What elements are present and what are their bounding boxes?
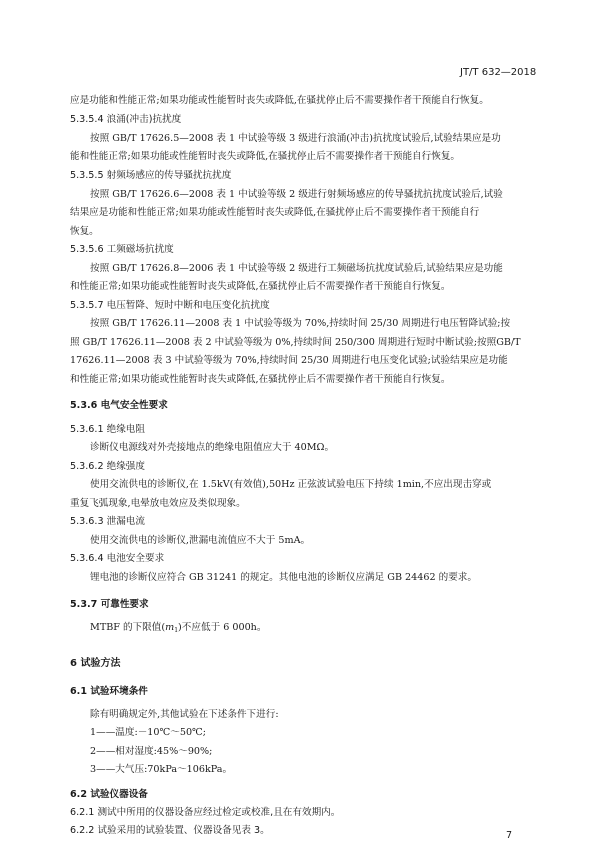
chapter-heading-6: 6 试验方法: [70, 658, 121, 669]
clause-heading-5-3-5-7: 5.3.5.7 电压暂降、短时中断和电压变化抗扰度: [70, 300, 270, 311]
mtbf-text-end: )不应低于 6 000h。: [178, 622, 267, 633]
paragraph-line: 应是功能和性能正常;如果功能或性能暂时丧失或降低,在骚扰停止后不需要操作者干预能自行恢复。: [70, 95, 489, 106]
paragraph-line: 使用交流供电的诊断仪,泄漏电流值应不大于 5mA。: [90, 535, 311, 546]
page-number: 7: [506, 830, 513, 841]
clause-heading-5-3-6-1: 5.3.6.1 绝缘电阻: [70, 424, 145, 435]
paragraph-line: 照 GB/T 17626.11—2008 表 2 中试验等级为 0%,持续时间 250/300 周期进行短时中断试验;按照GB/T: [70, 337, 521, 348]
paragraph-line: 按照 GB/T 17626.8—2006 表 1 中试验等级 2 级进行工频磁场抗扰度试验后,试验结果应是功能: [90, 263, 503, 274]
paragraph-line: 和性能正常;如果功能或性能暂时丧失或降低,在骚扰停止后不需要操作者干预能自行恢复。: [70, 374, 451, 385]
clause-heading-5-3-5-5: 5.3.5.5 射频场感应的传导骚扰抗扰度: [70, 170, 232, 181]
paragraph-line: 锂电池的诊断仪应符合 GB 31241 的规定。其他电池的诊断仪应满足 GB 24462 的要求。: [90, 572, 477, 583]
clause-6-2-1: 6.2.1 测试中所用的仪器设备应经过检定或校准,且在有效期内。: [70, 807, 341, 818]
clause-heading-5-3-5-4: 5.3.5.4 浪涌(冲击)抗扰度: [70, 114, 182, 125]
paragraph-line: 和性能正常;如果功能或性能暂时丧失或降低,在骚扰停止后不需要操作者干预能自行恢复。: [70, 281, 451, 292]
section-heading-6-1: 6.1 试验环境条件: [70, 686, 148, 697]
paragraph-line: 诊断仪电源线对外壳接地点的绝缘电阻值应大于 40MΩ。: [90, 442, 335, 453]
section-heading-6-2: 6.2 试验仪器设备: [70, 789, 148, 800]
paragraph-line: 按照 GB/T 17626.6—2008 表 1 中试验等级 2 级进行射频场感应的传导骚扰抗扰度试验后,试验: [90, 189, 503, 200]
list-item-temperature: 1——温度:－10℃～50℃;: [90, 727, 207, 738]
paragraph-line: 使用交流供电的诊断仪,在 1.5kV(有效值),50Hz 正弦波试验电压下持续 1min,不应出现击穿或: [90, 479, 492, 490]
section-heading-5-3-7: 5.3.7 可靠性要求: [70, 599, 149, 610]
paragraph-line: 结果应是功能和性能正常;如果功能或性能暂时丧失或降低,在骚扰停止后不需要操作者干预能自行: [70, 207, 480, 218]
clause-heading-5-3-6-2: 5.3.6.2 绝缘强度: [70, 461, 145, 472]
clause-heading-5-3-5-6: 5.3.5.6 工频磁场抗扰度: [70, 244, 174, 255]
paragraph-line: 除有明确规定外,其他试验在下述条件下进行:: [90, 709, 279, 720]
paragraph-line: 恢复。: [70, 226, 99, 237]
list-item-pressure: 3——大气压:70kPa～106kPa。: [90, 764, 233, 775]
paragraph-line: 按照 GB/T 17626.11—2008 表 1 中试验等级为 70%,持续时间 25/30 周期进行电压暂降试验;按: [90, 318, 511, 329]
mtbf-text-start: MTBF 的下限值(: [90, 622, 166, 633]
section-heading-5-3-6: 5.3.6 电气安全性要求: [70, 400, 168, 411]
mtbf-subscript: 1: [174, 627, 179, 634]
clause-6-2-2: 6.2.2 试验采用的试验装置、仪器设备见表 3。: [70, 825, 270, 836]
paragraph-line: 按照 GB/T 17626.5—2008 表 1 中试验等级 3 级进行浪涌(冲击)抗扰度试验后,试验结果应是功: [90, 133, 501, 144]
list-item-humidity: 2——相对湿度:45%～90%;: [90, 746, 213, 757]
paragraph-line: 能和性能正常;如果功能或性能暂时丧失或降低,在骚扰停止后不需要操作者干预能自行恢复。: [70, 151, 461, 162]
clause-heading-5-3-6-3: 5.3.6.3 泄漏电流: [70, 516, 145, 527]
paragraph-line: 17626.11—2008 表 3 中试验等级为 70%,持续时间 25/30 周期进行电压变化试验;试验结果应是功能: [70, 355, 508, 366]
mtbf-symbol: m: [165, 622, 175, 633]
paragraph-line: 重复飞弧现象,电晕放电效应及类似现象。: [70, 498, 246, 509]
mtbf-requirement: [90, 622, 266, 637]
clause-heading-5-3-6-4: 5.3.6.4 电池安全要求: [70, 553, 165, 564]
document-code-header: JT/T 632—2018: [460, 67, 537, 78]
